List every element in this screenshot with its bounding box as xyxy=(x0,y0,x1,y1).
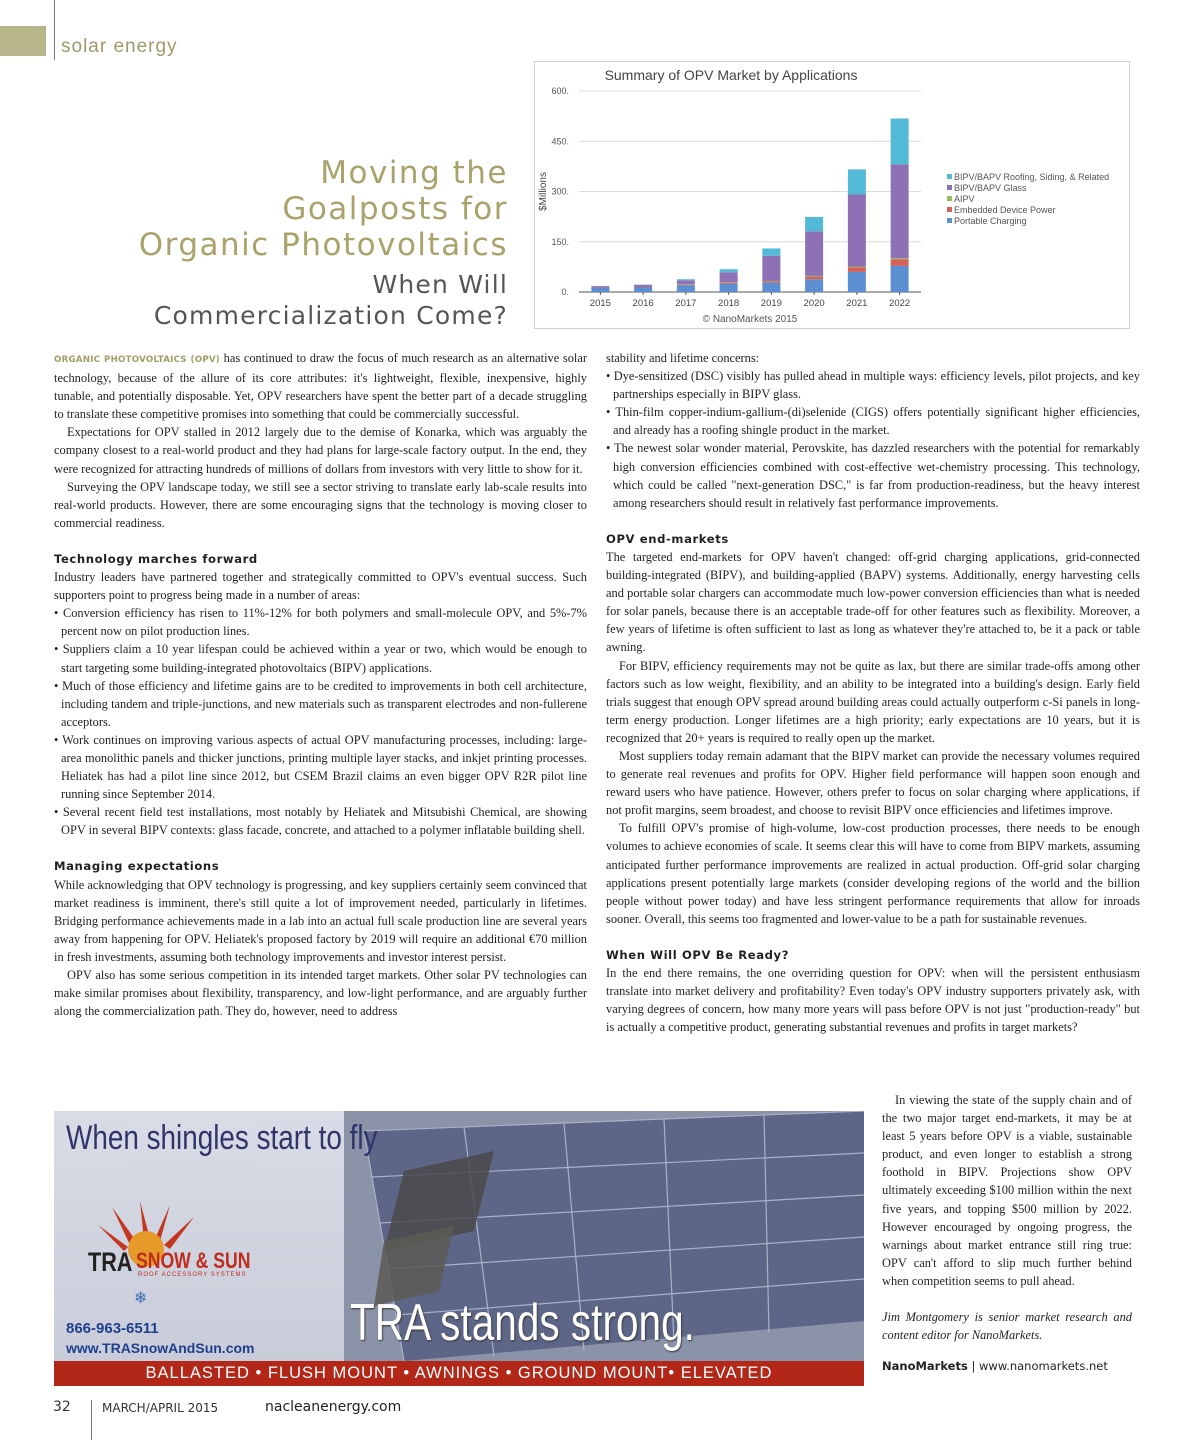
intro-lead-in: ORGANIC PHOTOVOLTAICS (OPV) xyxy=(54,355,220,365)
legend-swatch xyxy=(947,207,952,212)
list-item: • Much of those efficiency and lifetime gains are to be credited to improvements in both cell architecture, including tandem and triple-junctions, and new materials such as transparent electrodes and non-fullerene acceptors. xyxy=(54,678,587,729)
body-paragraph: The targeted end-markets for OPV haven't changed: off-grid charging applications, grid-connected building-integrated (BIPV), and building-applied (BAPV) systems. Additionally, energy harvesting cells and portable solar chargers can accommodate much low-power conversion efficiencies than what is needed for solar panels, because there is an acceptable trade-off for other features such as flexibility. Moreover, a few years of lifetime is often sufficient to last as long as whatever they're attached to, be it a pack or table awning. xyxy=(606,549,1140,655)
chart-bar-segment xyxy=(891,259,909,266)
chart-credit: © NanoMarkets 2015 xyxy=(702,314,798,325)
market-chart xyxy=(534,61,1130,329)
chart-bar-segment xyxy=(848,272,866,292)
body-paragraph: Most suppliers today remain adamant that the BIPV market can provide the necessary volumes required to generate real revenues and profits for OPV. Higher field performance will happen soon enough and reward users who have patience. However, others prefer to focus on solar charging where applications, if not profit margins, seem broadest, and choose to revisit BIPV once efficiencies and lifetimes improve. xyxy=(606,748,1140,818)
chart-bar-segment xyxy=(677,280,695,284)
body-paragraph: In viewing the state of the supply chain and of the two major target end-markets, it may be at least 5 years before OPV is a viable, sustainable product, and even longer to establish a strong foothold in BIPV. Projections show OPV ultimately exceeding $100 million within the next five years, and topping $500 million by 2022. However encouraged by ongoing progress, the warnings about market entrance still ring true: OPV can't afford to slip much further behind when competition seems to pull ahead. xyxy=(882,1093,1132,1288)
section-heading: When Will OPV Be Ready? xyxy=(606,947,790,962)
chart-bar-segment xyxy=(762,281,780,282)
bullet-list xyxy=(54,604,587,839)
ad-product-bar: BALLASTED • FLUSH MOUNT • AWNINGS • GROUND MOUNT• ELEVATED xyxy=(54,1361,864,1386)
author-bio: Jim Montgomery is senior market research and content editor for NanoMarkets. xyxy=(882,1310,1132,1343)
y-tick-label: 300. xyxy=(551,186,569,197)
page-number: 32 xyxy=(53,1399,71,1415)
header-divider xyxy=(54,0,55,60)
chart-bar-segment xyxy=(677,279,695,280)
chart-bar-segment xyxy=(805,277,823,280)
ad-brand-name: SNOW & SUN xyxy=(136,1248,251,1273)
article-title xyxy=(40,155,508,263)
legend-label: Embedded Device Power xyxy=(954,205,1056,215)
section-heading: Technology marches forward xyxy=(54,551,258,566)
x-tick-label: 2022 xyxy=(889,298,911,309)
x-tick-label: 2016 xyxy=(632,298,654,309)
chart-bar-segment xyxy=(848,267,866,268)
chart-bar-segment xyxy=(891,118,909,164)
svg-text:❄: ❄ xyxy=(134,1288,148,1307)
section-color-block xyxy=(0,26,46,56)
chart-bar-segment xyxy=(720,272,738,282)
chart-bar-segment xyxy=(591,286,609,287)
list-item: • Work continues on improving various aspects of actual OPV manufacturing processes, including: large-area monolithic panels and thicker junctions, printing multiple layer stacks, and inkjet printing processes. Heliatek has had a pilot line since 2012, but CSEM Brazil claims an even bigger OPV R2R pilot line running since September 2014. xyxy=(54,732,587,802)
chart-bar-segment xyxy=(805,279,823,292)
chart-bar-segment xyxy=(677,284,695,285)
source-credit xyxy=(882,1357,1132,1375)
ad-url-link[interactable]: www.TRASnowAndSun.com xyxy=(66,1340,255,1356)
chart-title: Summary of OPV Market by Applications xyxy=(604,67,858,83)
bullet-list xyxy=(606,367,1140,512)
chart-bar-segment xyxy=(805,276,823,277)
chart-bar-segment xyxy=(848,267,866,272)
chart-bar-segment xyxy=(720,269,738,272)
legend-label: BIPV/BAPV Glass xyxy=(954,183,1027,193)
intro-paragraph xyxy=(54,349,587,423)
chart-bar-segment xyxy=(848,169,866,194)
article-title-block xyxy=(40,155,508,331)
intro-text: has continued to draw the focus of much research as an alternative solar technology, because of the allure of its core attributes: it's lightweight, flexible, inexpensive, highly tunable, and potentially disposable. Yet, OPV researchers have spent the better part of a decade struggling to translate these competitive promises into something that could be commercially successful. xyxy=(54,351,587,422)
subtitle-line: Commercialization Come? xyxy=(153,301,508,330)
body-paragraph: Expectations for OPV stalled in 2012 largely due to the demise of Konarka, which was arguably the company closest to a real-world product and they had plans for large-scale factory output. In the end, they were recognized for attracting hundreds of millions of dollars from investors with very little to show for it. xyxy=(54,425,587,476)
chart-bar-segment xyxy=(634,287,652,288)
title-line: Organic Photovoltaics xyxy=(138,227,508,263)
chart-canvas xyxy=(535,62,1129,328)
y-tick-label: 0. xyxy=(561,287,569,297)
chart-bar-segment xyxy=(762,248,780,255)
ad-brand-tra: TRA xyxy=(88,1247,133,1277)
chart-bar-segment xyxy=(891,266,909,292)
chart-bar-segment xyxy=(634,285,652,286)
legend-label: AIPV xyxy=(954,194,975,204)
section-heading: OPV end-markets xyxy=(606,531,729,546)
chart-bar-segment xyxy=(805,217,823,231)
article-subtitle xyxy=(40,269,508,331)
list-item: • Conversion efficiency has risen to 11%-12% for both polymers and small-molecule OPV, and 5%-7% percent now on pilot production lines. xyxy=(54,606,587,639)
issue-date: MARCH/APRIL 2015 xyxy=(102,1401,219,1415)
chart-bar-segment xyxy=(677,285,695,292)
chart-bar-segment xyxy=(634,285,652,287)
y-tick-label: 450. xyxy=(551,136,569,147)
chart-bar-segment xyxy=(848,195,866,267)
y-axis-label: $Millions xyxy=(538,172,549,211)
y-tick-label: 150. xyxy=(551,236,569,247)
list-item: • Several recent field test installations, most notably by Heliatek and Mitsubishi Chemical, are showing OPV in several BIPV contexts: glass facade, concrete, and attached to a polymer inflatable building shell. xyxy=(54,805,587,838)
subtitle-line: When Will xyxy=(372,270,508,299)
article-column-right xyxy=(606,349,1140,1036)
advertisement[interactable] xyxy=(54,1111,864,1386)
body-paragraph: OPV also has some serious competition in its intended target markets. Other solar PV technologies can make similar promises about flexibility, transparency, and low-light performance, and are arguably further along the commercialization path. They do, however, need to address xyxy=(54,968,587,1019)
article-column-left xyxy=(54,349,587,1020)
legend-swatch xyxy=(947,185,952,190)
chart-bar-segment xyxy=(591,286,609,287)
y-tick-label: 600. xyxy=(551,86,569,96)
credit-brand: NanoMarkets xyxy=(882,1359,968,1374)
chart-bar-segment xyxy=(591,288,609,289)
title-line: Goalposts for xyxy=(282,191,508,227)
x-tick-label: 2020 xyxy=(803,298,825,309)
legend-label: BIPV/BAPV Roofing, Siding, & Related xyxy=(954,172,1110,182)
body-paragraph: Industry leaders have partnered together and strategically committed to OPV's eventual success. Such supporters point to progress being made in a number of areas: xyxy=(54,570,587,603)
publication-site: nacleanenergy.com xyxy=(265,1399,402,1415)
list-item: • Thin-film copper-indium-gallium-(di)selenide (CIGS) offers potentially significant higher efficiencies, and already has a roofing shingle product in the market. xyxy=(606,405,1140,438)
x-tick-label: 2019 xyxy=(760,298,782,309)
body-paragraph: stability and lifetime concerns: xyxy=(606,351,760,365)
x-tick-label: 2018 xyxy=(718,298,740,309)
section-label: solar energy xyxy=(61,36,178,57)
list-item: • The newest solar wonder material, Perovskite, has dazzled researchers with the potential for remarkably high conversion efficiencies combined with cost-effective wet-chemistry processing. This technology, which could be called "next-generation DSC," is far from production-readiness, but the heavy interest among researchers should result in relatively fast performance improvements. xyxy=(606,441,1140,510)
list-item: • Dye-sensitized (DSC) visibly has pulled ahead in multiple ways: efficiency levels, pilot projects, and key partnerships especially in BIPV glass. xyxy=(606,369,1140,402)
chart-bar-segment xyxy=(891,164,909,258)
chart-bar-segment xyxy=(634,287,652,292)
title-line: Moving the xyxy=(320,155,508,191)
legend-swatch xyxy=(947,218,952,223)
x-tick-label: 2015 xyxy=(589,298,611,309)
x-tick-label: 2021 xyxy=(846,298,868,309)
chart-bar-segment xyxy=(762,256,780,281)
body-paragraph: To fulfill OPV's promise of high-volume, low-cost production processes, there needs to be enough volumes to achieve economies of scale. It seems clear this will have to come from BIPV markets, assuming anticipated further performance improvements are realized in actual production. Off-grid solar charging applications present potentially large markets (consider developing regions of the world and the billion people without power today) and have less stringent performance requirements that allow for inroads sooner. Overall, this seems too fragmented and lower-value to be a path for sustainable revenues. xyxy=(606,821,1140,926)
chart-bar-segment xyxy=(762,283,780,292)
chart-bar-segment xyxy=(805,231,823,276)
x-tick-label: 2017 xyxy=(675,298,697,309)
credit-link-text: | www.nanomarkets.net xyxy=(967,1359,1108,1374)
body-paragraph: Surveying the OPV landscape today, we still see a sector striving to translate early lab-scale results into real-world products. However, there are some encouraging signs that the technology is moving closer to commercial readiness. xyxy=(54,479,587,530)
ad-tagline: TRA stands strong. xyxy=(350,1294,695,1352)
ad-phone[interactable]: 866-963-6511 xyxy=(66,1320,159,1337)
ad-headline: When shingles start to fly xyxy=(66,1119,378,1157)
ad-brand-tagline: ROOF ACCESSORY SYSTEMS xyxy=(138,1272,247,1278)
chart-bar-segment xyxy=(762,281,780,282)
chart-bar-segment xyxy=(891,258,909,259)
chart-bar-segment xyxy=(720,284,738,292)
legend-label: Portable Charging xyxy=(954,216,1027,226)
legend-swatch xyxy=(947,174,952,179)
chart-bar-segment xyxy=(720,282,738,283)
section-heading: Managing expectations xyxy=(54,859,220,874)
article-column-narrow xyxy=(882,1091,1132,1375)
body-paragraph: For BIPV, efficiency requirements may not be quite as lax, but there are similar trade-offs among other factors such as low weight, flexibility, and an ability to be integrated into a building's design. Early field trials suggest that enough OPV spread around building areas could actually outperform c-Si panels in long-term energy production. Longer lifetimes are a high priority; early expectations are 10 years, but it is recognized that 20+ years is required to really open up the market. xyxy=(606,658,1140,745)
footer-divider xyxy=(91,1400,92,1440)
body-paragraph: In the end there remains, the one overriding question for OPV: when will the persistent enthusiasm translate into market delivery and profitability? Even today's OPV industry supporters privately ask, with varying degrees of concern, how many more years will pass before OPV is not just "production-ready" but is actually a competitive product, generating substantial revenues and profits in target markets? xyxy=(606,966,1140,1035)
chart-bar-segment xyxy=(591,288,609,292)
legend-swatch xyxy=(947,196,952,201)
list-item: • Suppliers claim a 10 year lifespan could be achieved within a year or two, which would be enough to start targeting some building-integrated photovoltaics (BIPV) applications. xyxy=(54,642,587,675)
body-paragraph: While acknowledging that OPV technology is progressing, and key suppliers certainly seem convinced that market readiness is imminent, there's still quite a lot of improvement needed, particularly in lifetimes. Bridging performance achievements made in a lab into an actual full scale production line are several years away from happening for OPV. Heliatek's proposed factory by 2019 will require an additional €70 million in fresh investments, assuming both technology improvements and investor interest persist. xyxy=(54,877,587,964)
